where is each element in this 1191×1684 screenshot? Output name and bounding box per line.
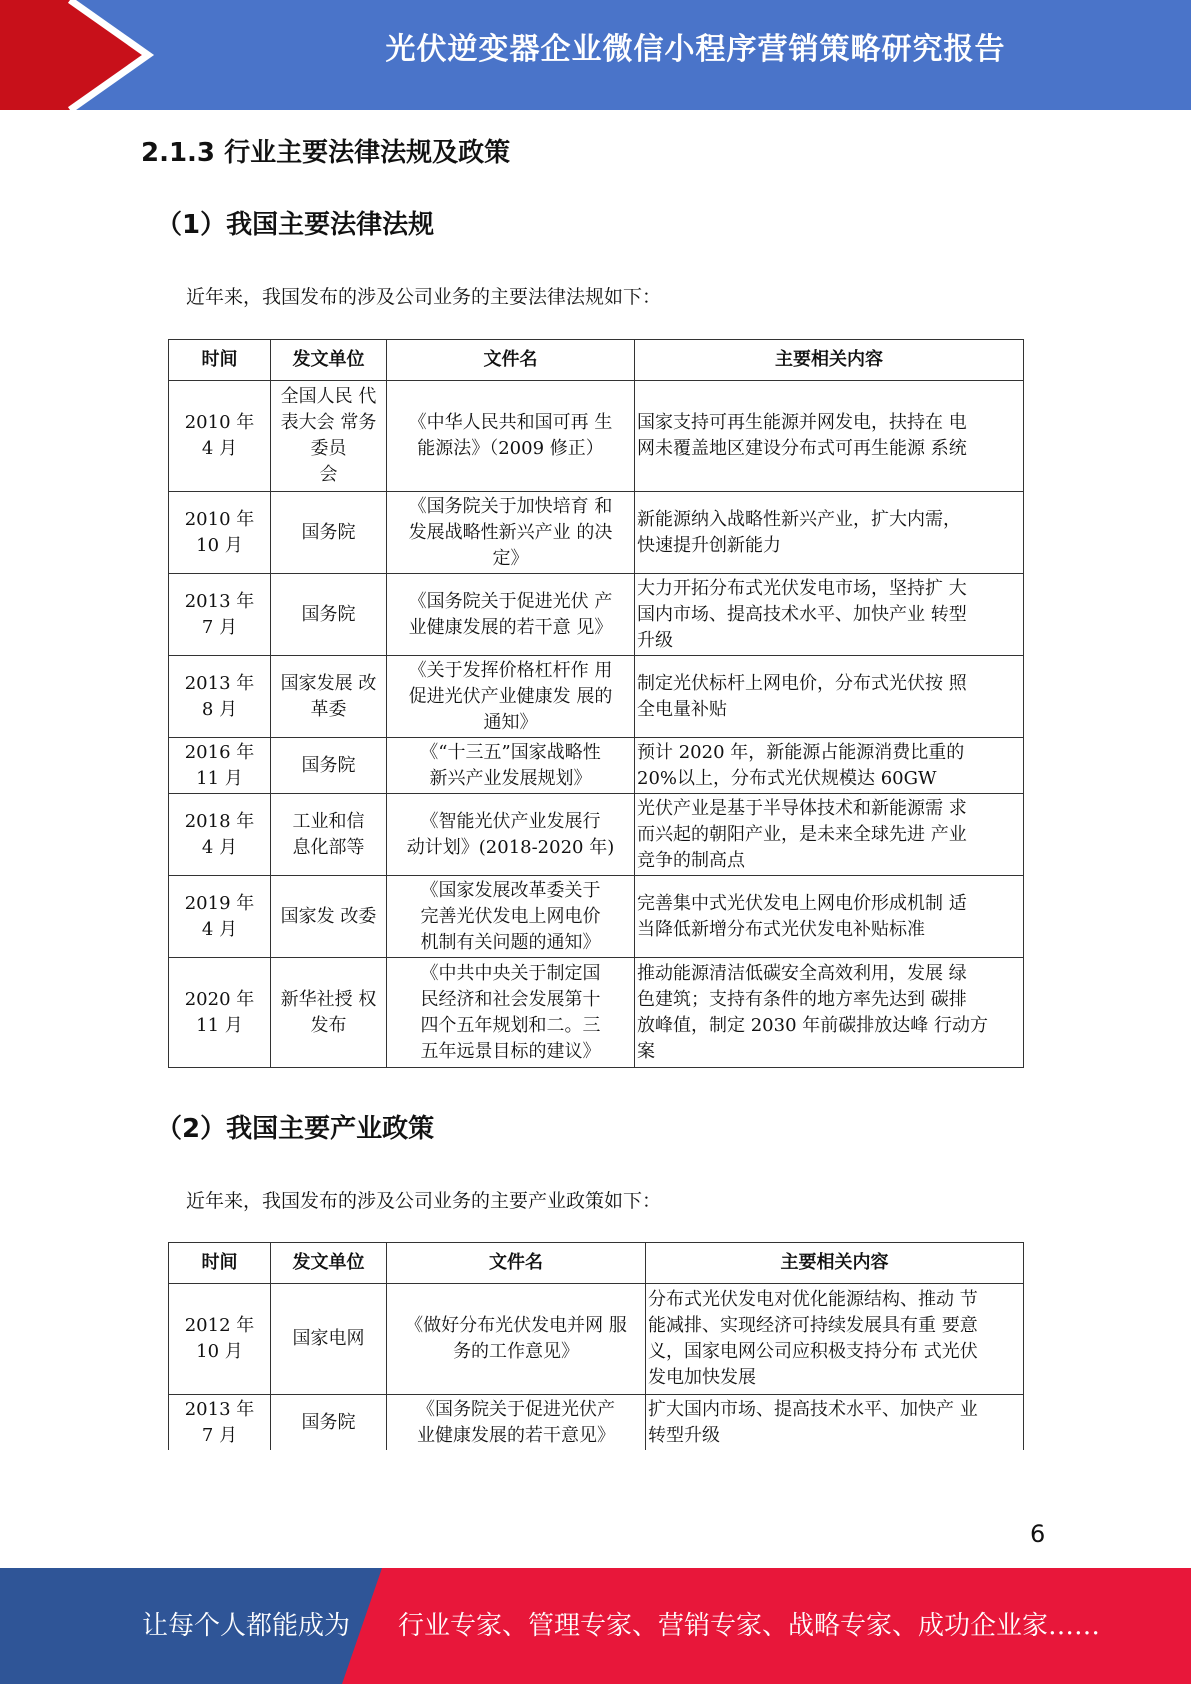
cell-issuer: 国务院 xyxy=(271,738,387,794)
cell-issuer: 全国人民 代 表大会 常务 委员 会 xyxy=(271,381,387,492)
policies-intro: 近年来，我国发布的涉及公司业务的主要产业政策如下： xyxy=(186,1190,662,1212)
cell-time: 2013 年 7 月 xyxy=(169,1395,271,1451)
column-header-content: 主要相关内容 xyxy=(646,1243,1024,1284)
laws-heading: （1）我国主要法律法规 xyxy=(156,210,435,240)
cell-issuer: 国务院 xyxy=(271,574,387,656)
table-row xyxy=(169,1395,1024,1451)
section-title: 2.1.3 行业主要法律法规及政策 xyxy=(141,138,511,168)
cell-document: 《国务院关于促进光伏产 业健康发展的若干意见》 xyxy=(387,1395,646,1451)
cell-document: 《“十三五”国家战略性 新兴产业发展规划》 xyxy=(387,738,635,794)
cell-time: 2010 年 4 月 xyxy=(169,381,271,492)
report-title: 光伏逆变器企业微信小程序营销策略研究报告 xyxy=(385,32,1006,67)
cell-document: 《做好分布光伏发电并网 服 务的工作意见》 xyxy=(387,1284,646,1395)
footer-slogan-left: 让每个人都能成为 xyxy=(142,1611,351,1641)
cell-time: 2013 年 8 月 xyxy=(169,656,271,738)
cell-document: 《国家发展改革委关于 完善光伏发电上网电价 机制有关问题的通知》 xyxy=(387,876,635,958)
cell-issuer: 国家发展 改 革委 xyxy=(271,656,387,738)
cell-time: 2016 年 11 月 xyxy=(169,738,271,794)
cell-time: 2018 年 4 月 xyxy=(169,794,271,876)
cell-time: 2010 年 10 月 xyxy=(169,492,271,574)
column-header-document: 文件名 xyxy=(387,340,635,381)
policies-heading: （2）我国主要产业政策 xyxy=(156,1114,435,1144)
cell-content: 光伏产业是基于半导体技术和新能源需 求 而兴起的朝阳产业，是未来全球先进 产业 竞争的制高点 xyxy=(635,794,1024,876)
cell-document: 《中华人民共和国可再 生 能源法》（2009 修正） xyxy=(387,381,635,492)
cell-content: 国家支持可再生能源并网发电，扶持在 电 网未覆盖地区建设分布式可再生能源 系统 xyxy=(635,381,1024,492)
column-header-issuer: 发文单位 xyxy=(271,1243,387,1284)
page-number: 6 xyxy=(1030,1520,1046,1548)
laws-intro: 近年来，我国发布的涉及公司业务的主要法律法规如下： xyxy=(186,286,662,308)
cell-time: 2020 年 11 月 xyxy=(169,958,271,1068)
cell-issuer: 国务院 xyxy=(271,1395,387,1451)
cell-content: 预计 2020 年，新能源占能源消费比重的 20%以上，分布式光伏规模达 60GW xyxy=(635,738,1024,794)
column-header-issuer: 发文单位 xyxy=(271,340,387,381)
cell-content: 新能源纳入战略性新兴产业，扩大内需， 快速提升创新能力 xyxy=(635,492,1024,574)
cell-content: 大力开拓分布式光伏发电市场，坚持扩 大 国内市场、提高技术水平、加快产业 转型 升级 xyxy=(635,574,1024,656)
cell-issuer: 国家电网 xyxy=(271,1284,387,1395)
cell-content: 推动能源清洁低碳安全高效利用，发展 绿 色建筑；支持有条件的地方率先达到 碳排 放峰值，制定 2030 年前碳排放达峰 行动方 案 xyxy=(635,958,1024,1068)
cell-time: 2013 年 7 月 xyxy=(169,574,271,656)
policies-table xyxy=(168,1242,1024,1450)
cell-content: 完善集中式光伏发电上网电价形成机制 适 当降低新增分布式光伏发电补贴标准 xyxy=(635,876,1024,958)
cell-issuer: 新华社授 权 发布 xyxy=(271,958,387,1068)
cell-issuer: 工业和信 息化部等 xyxy=(271,794,387,876)
table-row xyxy=(169,1284,1024,1395)
table-header-row xyxy=(169,1243,1024,1284)
cell-document: 《国务院关于促进光伏 产 业健康发展的若干意 见》 xyxy=(387,574,635,656)
cell-content: 扩大国内市场、提高技术水平、加快产 业 转型升级 xyxy=(646,1395,1024,1451)
cell-time: 2012 年 10 月 xyxy=(169,1284,271,1395)
column-header-document: 文件名 xyxy=(387,1243,646,1284)
cell-document: 《国务院关于加快培育 和 发展战略性新兴产业 的决 定》 xyxy=(387,492,635,574)
column-header-time: 时间 xyxy=(169,1243,271,1284)
page-footer xyxy=(0,1568,1191,1684)
cell-document: 《关于发挥价格杠杆作 用 促进光伏产业健康发 展的 通知》 xyxy=(387,656,635,738)
cell-issuer: 国务院 xyxy=(271,492,387,574)
column-header-time: 时间 xyxy=(169,340,271,381)
column-header-content: 主要相关内容 xyxy=(635,340,1024,381)
cell-issuer: 国家发 改委 xyxy=(271,876,387,958)
cell-document: 《中共中央关于制定国 民经济和社会发展第十 四个五年规划和二。三 五年远景目标的建议》 xyxy=(387,958,635,1068)
cell-content: 分布式光伏发电对优化能源结构、推动 节 能减排、实现经济可持续发展具有重 要意 义，国家电网公司应积极支持分布 式光伏 发电加快发展 xyxy=(646,1284,1024,1395)
cell-content: 制定光伏标杆上网电价，分布式光伏按 照 全电量补贴 xyxy=(635,656,1024,738)
cell-time: 2019 年 4 月 xyxy=(169,876,271,958)
footer-slogan-right: 行业专家、管理专家、营销专家、战略专家、成功企业家…… xyxy=(398,1611,1101,1641)
cell-document: 《智能光伏产业发展行 动计划》(2018-2020 年) xyxy=(387,794,635,876)
